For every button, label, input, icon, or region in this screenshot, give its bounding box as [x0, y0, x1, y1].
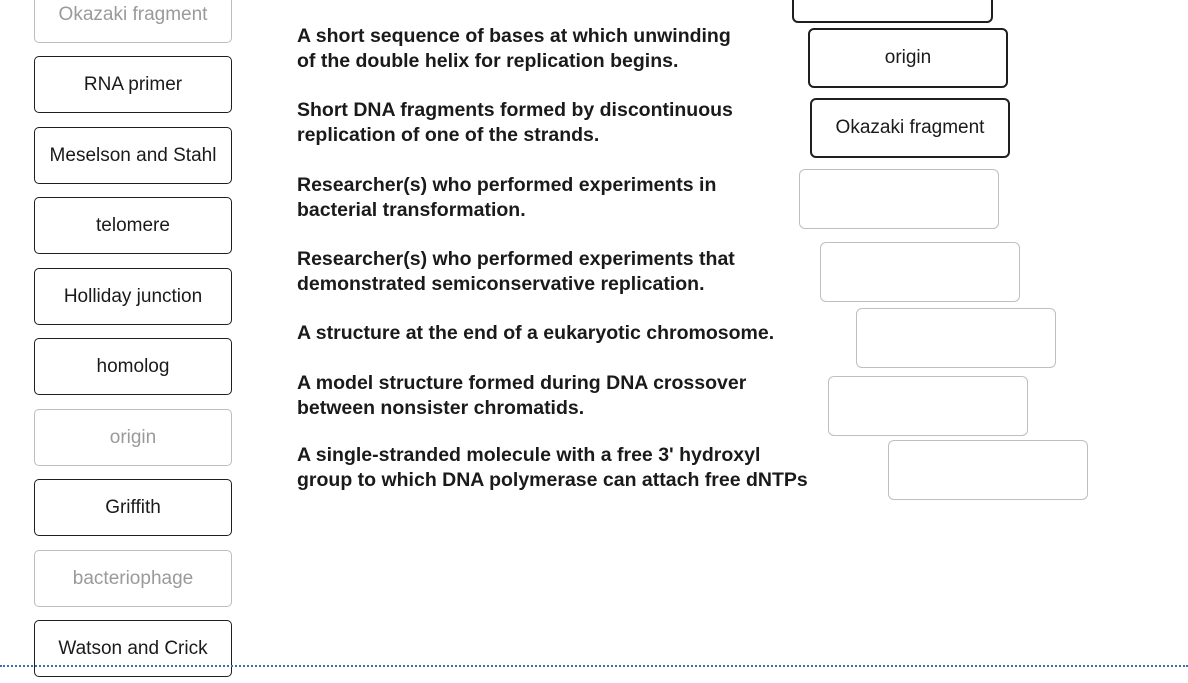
drop-target-previous[interactable]	[792, 0, 993, 23]
question-okazaki-definition	[297, 98, 733, 148]
question-line: group to which DNA polymerase can attach free dNTPs	[297, 469, 808, 491]
question-primer-definition	[297, 443, 808, 493]
drop-target-7[interactable]	[888, 440, 1088, 500]
word-bank-tile-homolog[interactable]: homolog	[34, 338, 232, 395]
drop-target-3[interactable]	[799, 169, 999, 229]
word-bank-tile-origin: origin	[34, 409, 232, 466]
question-line: Short DNA fragments formed by discontinuous	[297, 99, 733, 121]
drop-target-2[interactable]	[810, 98, 1010, 158]
section-divider	[0, 665, 1188, 667]
drop-target-5[interactable]	[856, 308, 1056, 368]
question-line: A structure at the end of a eukaryotic chromosome.	[297, 322, 775, 344]
question-line: A model structure formed during DNA crossover	[297, 372, 747, 394]
question-line: replication of one of the strands.	[297, 124, 600, 146]
word-bank-tile-rna-primer[interactable]: RNA primer	[34, 56, 232, 113]
question-line: Researcher(s) who performed experiments in	[297, 174, 717, 196]
word-bank-tile-okazaki-fragment: Okazaki fragment	[34, 0, 232, 43]
drop-target-answer: origin	[884, 47, 932, 68]
question-line: A single-stranded molecule with a free 3' hydroxyl	[297, 444, 761, 466]
question-line: of the double helix for replication begins.	[297, 50, 679, 72]
word-bank-tile-telomere[interactable]: telomere	[34, 197, 232, 254]
question-transformation-researcher	[297, 173, 716, 223]
question-line: bacterial transformation.	[297, 199, 526, 221]
question-line: A short sequence of bases at which unwinding	[297, 25, 731, 47]
question-origin-definition	[297, 24, 731, 74]
question-line: demonstrated semiconservative replication.	[297, 273, 705, 295]
question-chromosome-end-structure	[297, 321, 774, 346]
word-bank-tile-griffith[interactable]: Griffith	[34, 479, 232, 536]
word-bank-tile-bacteriophage: bacteriophage	[34, 550, 232, 607]
question-line: between nonsister chromatids.	[297, 397, 585, 419]
word-bank-tile-watson-and-crick[interactable]: Watson and Crick	[34, 620, 232, 677]
drop-target-1[interactable]	[808, 28, 1008, 88]
question-line: Researcher(s) who performed experiments that	[297, 248, 735, 270]
word-bank-tile-meselson-and-stahl[interactable]: Meselson and Stahl	[34, 127, 232, 184]
drop-target-4[interactable]	[820, 242, 1020, 302]
question-semiconservative-researcher	[297, 247, 735, 297]
drop-target-answer: Okazaki fragment	[835, 117, 985, 138]
question-crossover-structure	[297, 371, 746, 421]
drop-target-6[interactable]	[828, 376, 1028, 436]
word-bank-tile-holliday-junction[interactable]: Holliday junction	[34, 268, 232, 325]
